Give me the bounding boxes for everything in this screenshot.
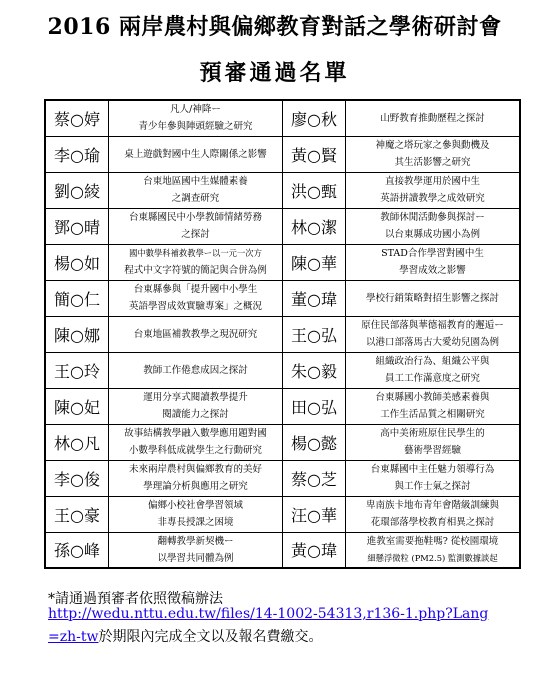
topic-line: 非專長授課之困境 xyxy=(157,517,234,528)
call-for-papers-link[interactable] xyxy=(48,606,488,622)
presenter-name: 朱○毅 xyxy=(283,352,346,388)
topic-line: 未來兩岸農村與偏鄉教育的美好 xyxy=(128,464,262,475)
topic-line: 與工作士氣之探討 xyxy=(394,481,471,492)
topic-line: 運用分享式閱讀教學提升 xyxy=(143,392,248,403)
presenter-name: 孫○峰 xyxy=(45,532,109,568)
table-row xyxy=(45,352,520,388)
paper-topic xyxy=(346,388,521,424)
topic-line: STAD合作學習對國中生 xyxy=(381,248,484,259)
paper-topic xyxy=(346,208,521,244)
topic-line: 青少年參與陣頭經驗之研究 xyxy=(138,121,253,133)
paper-topic xyxy=(346,496,521,532)
topic-line: 國中數學科補救教學ー以一元一次方 xyxy=(129,248,262,258)
topic-line: 神魔之塔玩家之參與動機及 xyxy=(375,140,490,151)
paper-topic xyxy=(109,244,283,280)
deadline-note xyxy=(48,626,322,646)
table-row xyxy=(45,136,520,172)
paper-topic xyxy=(346,280,521,316)
table-row xyxy=(45,532,520,568)
presenter-name: 陳○華 xyxy=(283,244,346,280)
topic-line: 組織政治行為、組織公平與 xyxy=(375,356,490,367)
topic-line: 直接教學運用於國中生 xyxy=(384,176,480,187)
paper-topic xyxy=(346,136,521,172)
presenter-name: 李○瑜 xyxy=(45,136,109,172)
topic-line: 高中美術班原住民學生的 xyxy=(380,428,485,439)
paper-topic xyxy=(346,316,521,352)
presenter-name: 劉○綾 xyxy=(45,172,109,208)
topic-line: 閱讀能力之探討 xyxy=(162,409,229,420)
table-row xyxy=(45,244,520,280)
paper-topic xyxy=(109,352,283,388)
topic-line: 山野教育推動歷程之探討 xyxy=(380,112,485,124)
presenter-name: 蔡○婷 xyxy=(45,100,109,136)
presenter-name: 陳○娜 xyxy=(45,316,109,352)
link-url-part2[interactable]: =zh-tw xyxy=(48,629,99,645)
presenter-name: 洪○甄 xyxy=(283,172,346,208)
presenter-name: 鄧○晴 xyxy=(45,208,109,244)
topic-line: 台東縣參與「提升國中小學生 xyxy=(133,284,258,295)
topic-line: 翻轉教學新契機ー xyxy=(157,535,234,547)
presenter-name: 黃○瑋 xyxy=(283,532,346,568)
presenter-name: 楊○懿 xyxy=(283,424,346,460)
presenter-name: 蔡○芝 xyxy=(283,460,346,496)
presenter-name: 王○弘 xyxy=(283,316,346,352)
table-row xyxy=(45,496,520,532)
topic-line: 小數學科低成就學生之行動研究 xyxy=(128,445,262,456)
topic-line: 學校行銷策略對招生影響之探討 xyxy=(365,292,499,304)
link-url-part1[interactable]: http://wedu.nttu.edu.tw/files/14-1002-54313,r136-1.php?Lang xyxy=(48,606,489,622)
presenter-name: 田○弘 xyxy=(283,388,346,424)
table-row xyxy=(45,460,520,496)
paper-topic xyxy=(346,100,521,136)
paper-topic xyxy=(346,424,521,460)
topic-line: 教師休閒活動參與探討ー xyxy=(380,212,485,223)
presenter-name: 林○凡 xyxy=(45,424,109,460)
paper-topic xyxy=(346,532,521,568)
topic-line: 凡人/神降ー xyxy=(170,104,221,116)
presenter-name: 簡○仁 xyxy=(45,280,109,316)
topic-line: 其生活影響之研究 xyxy=(394,157,471,168)
table-row xyxy=(45,424,520,460)
page-title: 2016 兩岸農村與偏鄉教育對話之學術研討會 xyxy=(47,14,502,40)
table-row xyxy=(45,280,520,316)
topic-line: 學理論分析與應用之研究 xyxy=(143,481,248,492)
paper-topic xyxy=(109,100,283,136)
topic-line: 英語拼讀教學之成效研究 xyxy=(380,193,485,204)
paper-topic xyxy=(109,316,283,352)
presenter-name: 董○瑋 xyxy=(283,280,346,316)
paper-topic xyxy=(346,244,521,280)
paper-topic xyxy=(109,136,283,172)
topic-line: 之探討 xyxy=(181,229,210,240)
table-row xyxy=(45,316,520,352)
presenter-name: 楊○如 xyxy=(45,244,109,280)
approved-list-table xyxy=(44,99,521,569)
topic-line: 以學習共同體為例 xyxy=(157,552,234,564)
presenter-name: 陳○妃 xyxy=(45,388,109,424)
paper-topic xyxy=(346,460,521,496)
topic-line: 細懸浮微粒 (PM2.5) 監測數據談起 xyxy=(367,552,498,563)
paper-topic xyxy=(109,496,283,532)
topic-line: 工作生活品質之相關研究 xyxy=(380,409,485,420)
topic-line: 進教室需要拖鞋嗎? 從校園環境 xyxy=(366,535,499,547)
paper-topic xyxy=(109,280,283,316)
topic-line: 台東地區國中生媒體素養 xyxy=(143,176,248,187)
presenter-name: 黃○賢 xyxy=(283,136,346,172)
paper-topic xyxy=(109,460,283,496)
topic-line: 教師工作倦怠成因之探討 xyxy=(143,364,248,376)
page-subtitle: 預審通過名單 xyxy=(199,60,350,86)
topic-line: 英語學習成效實驗專案」之概況 xyxy=(128,301,262,312)
submission-note: *請通過預審者依照徵稿辦法 xyxy=(48,591,223,607)
topic-line: 台東縣國小教師美感素養與 xyxy=(375,392,490,403)
paper-topic xyxy=(109,388,283,424)
topic-line: 藝術學習經驗 xyxy=(403,445,461,456)
topic-line: 員工工作滿意度之研究 xyxy=(384,373,480,384)
topic-line: 偏鄉小校社會學習領域 xyxy=(147,500,243,511)
table-row xyxy=(45,100,520,136)
topic-line: 花環部落學校教育相異之探討 xyxy=(370,517,495,528)
topic-line: 學習成效之影響 xyxy=(399,265,466,276)
table-row xyxy=(45,172,520,208)
deadline-text: 於期限內完成全文以及報名費繳交。 xyxy=(98,629,323,645)
presenter-name: 王○豪 xyxy=(45,496,109,532)
topic-line: 故事結構教學融入數學應用題對國 xyxy=(124,428,267,439)
presenter-name: 廖○秋 xyxy=(283,100,346,136)
topic-line: 桌上遊戲對國中生人際關係之影響 xyxy=(124,148,267,160)
table-row xyxy=(45,388,520,424)
topic-line: 台東地區補教教學之現況研究 xyxy=(133,328,258,340)
paper-topic xyxy=(109,424,283,460)
presenter-name: 林○潔 xyxy=(283,208,346,244)
paper-topic xyxy=(346,352,521,388)
presenter-name: 王○玲 xyxy=(45,352,109,388)
topic-line: 台東縣國民中小學教師情緒勞務 xyxy=(128,212,262,223)
paper-topic xyxy=(109,532,283,568)
presenter-name: 李○俊 xyxy=(45,460,109,496)
topic-line: 以港口部落馬古大愛幼兒園為例 xyxy=(365,337,499,348)
topic-line: 卑南族卡地布青年會階級訓練與 xyxy=(365,500,499,511)
paper-topic xyxy=(346,172,521,208)
topic-line: 台東縣國中主任魅力領導行為 xyxy=(370,464,495,475)
topic-line: 原住民部落與華德福教育的邂逅ー xyxy=(361,320,504,331)
paper-topic xyxy=(109,172,283,208)
paper-topic xyxy=(109,208,283,244)
topic-line: 以台東縣成功國小為例 xyxy=(384,229,480,240)
topic-line: 程式中文字符號的簡記與合併為例 xyxy=(124,265,267,276)
table-row xyxy=(45,208,520,244)
presenter-name: 汪○華 xyxy=(283,496,346,532)
topic-line: 之調查研究 xyxy=(171,193,220,204)
